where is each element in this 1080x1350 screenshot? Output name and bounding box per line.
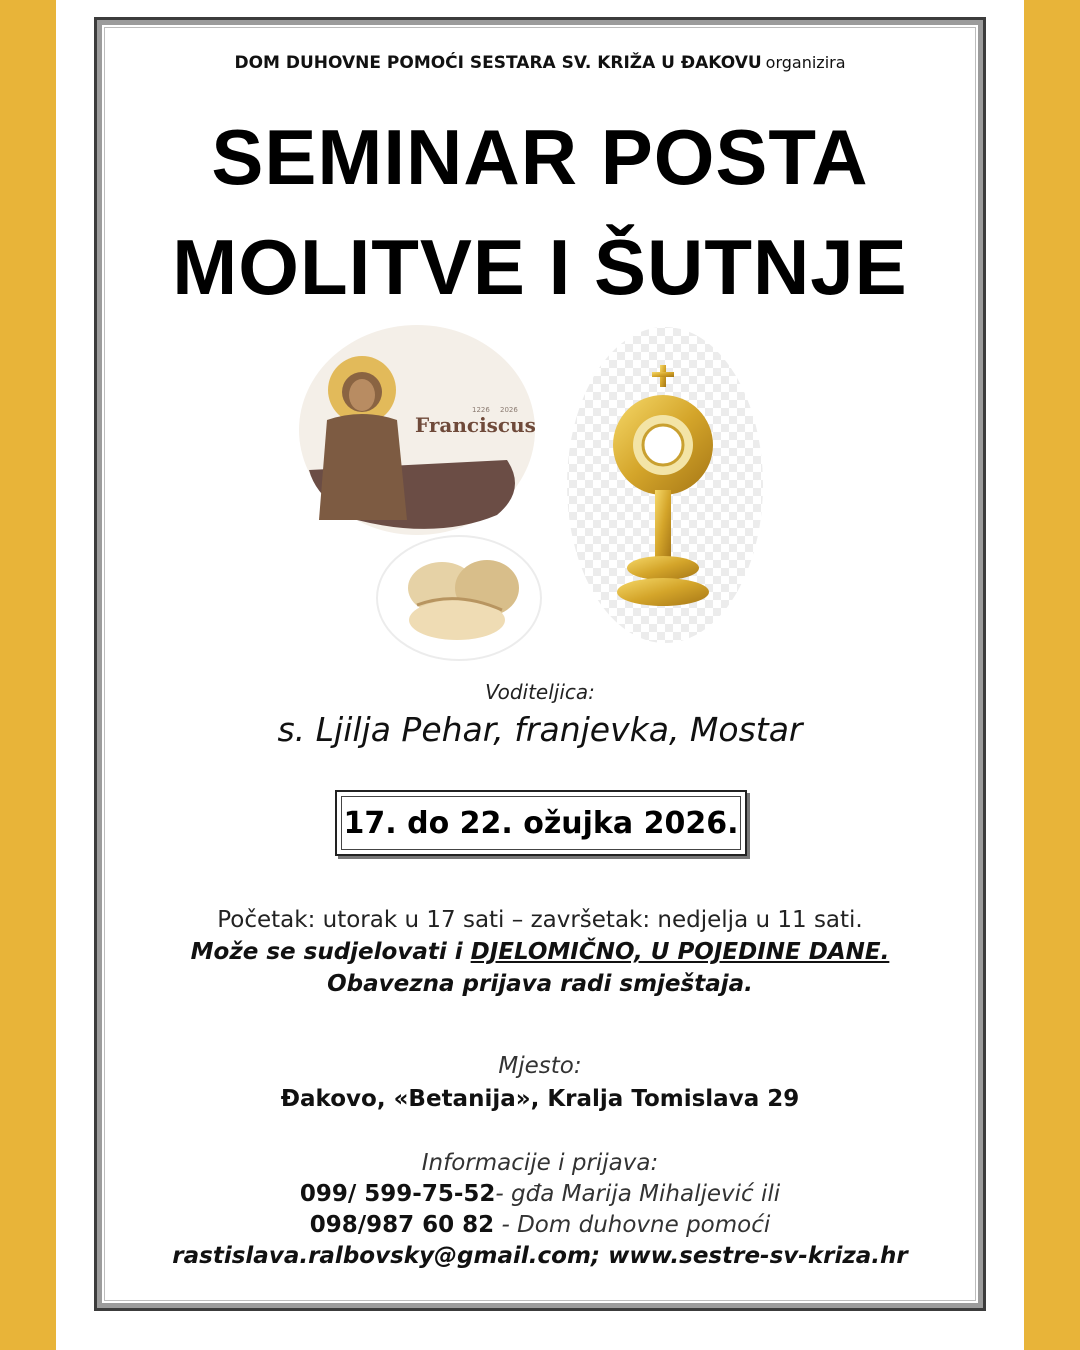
phone-desc-1: - gđa Marija Mihaljević ili [495,1181,781,1207]
leader-name: s. Ljilja Pehar, franjevka, Mostar [277,710,803,749]
illustration-group [297,320,777,670]
leader-label: Voditeljica: [485,680,595,704]
francis-year-end: 2026 [500,406,518,414]
francis-year-start: 1226 [472,406,490,414]
francis-image [299,325,536,535]
phone-number-1[interactable]: 099/ 599-75-52 [299,1181,496,1207]
poster-frame [94,17,986,1311]
contact-email-website[interactable]: rastislava.ralbovsky@gmail.com; www.sestre-sv-kriza.hr [172,1243,908,1269]
phone-line-1 [97,1181,983,1207]
francis-badge: Franciscus [415,413,536,437]
bread-image [377,536,541,660]
partial-attendance-text [97,939,983,965]
organizer-suffix: organizira [765,53,846,72]
partial-highlight: DJELOMIČNO, U POJEDINE DANE. [470,939,890,965]
left-yellow-bar [0,0,56,1350]
phone-number-2[interactable]: 098/987 60 82 [309,1212,495,1238]
organizer-line [97,53,983,73]
registration-note: Obavezna prijava radi smještaja. [327,971,753,997]
right-yellow-bar [1024,0,1080,1350]
monstrance-image [567,327,763,643]
place-address: Đakovo, «Betanija», Kralja Tomislava 29 [280,1086,800,1112]
schedule-text: Početak: utorak u 17 sati – završetak: nedjelja u 11 sati. [217,907,863,933]
title-line-1: SEMINAR POSTA [211,113,869,201]
place-label: Mjesto: [498,1053,582,1079]
title-line-2: MOLITVE I ŠUTNJE [172,223,908,311]
date-text: 17. do 22. ožujka 2026. [343,805,739,841]
phone-line-2 [97,1212,983,1238]
partial-prefix: Može se sudjelovati i [190,939,471,965]
info-label: Informacije i prijava: [421,1150,659,1176]
date-box [335,790,747,856]
organizer-name: DOM DUHOVNE POMOĆI SESTARA SV. KRIŽA U ĐAKOVU [234,53,762,73]
phone-desc-2: - Dom duhovne pomoći [494,1212,771,1238]
